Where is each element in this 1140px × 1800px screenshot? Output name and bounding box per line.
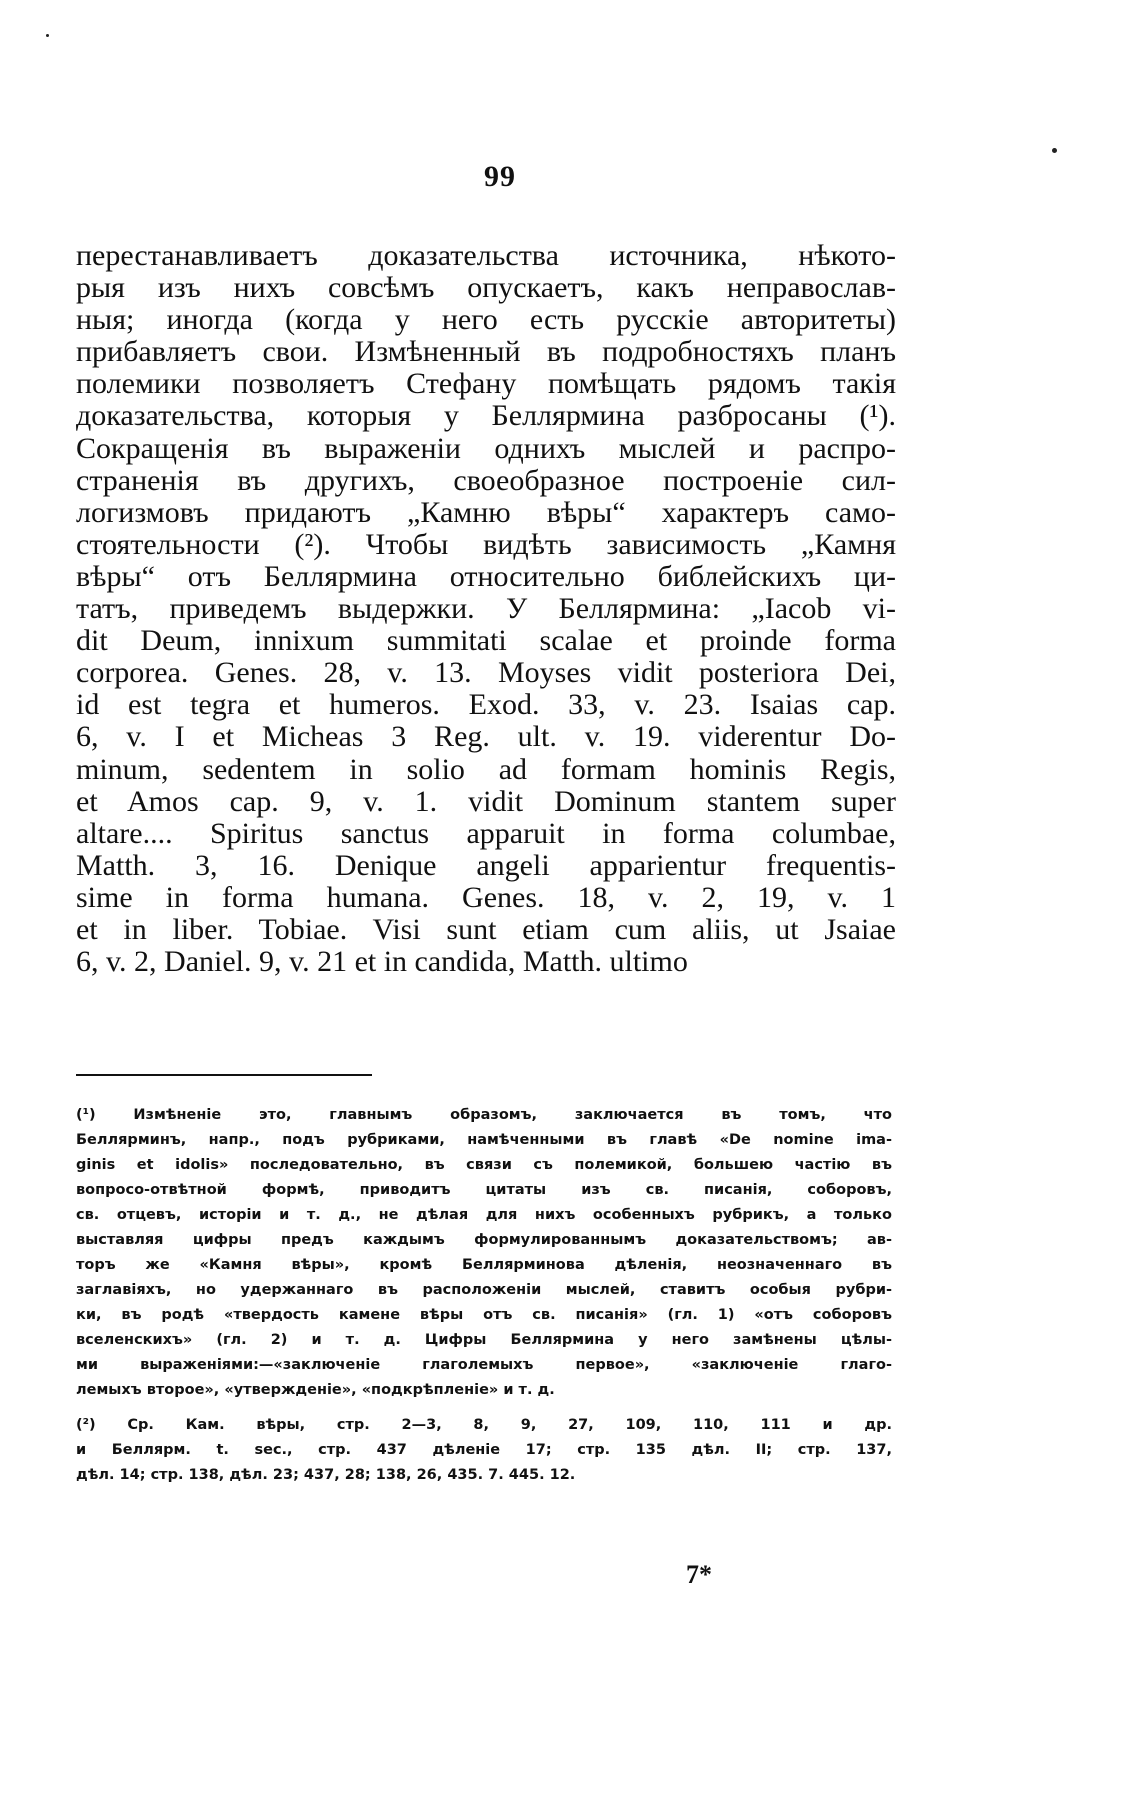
footnote-line: и Беллярм. t. sec., стр. 437 дѣленіе 17; стр. 135 дѣл. II; стр. 137, — [76, 1442, 892, 1458]
text-line: id est tegra et humeros. Exod. 33, v. 23. Isaias cap. — [76, 688, 896, 722]
footnote-divider — [76, 1074, 372, 1076]
footnote-line: Беллярминъ, напр., подъ рубриками, намѣченными въ главѣ «De nomine ima- — [76, 1132, 892, 1148]
scan-speck — [1052, 148, 1057, 153]
signature-mark: 7* — [686, 1560, 712, 1589]
main-text — [76, 240, 896, 978]
text-line: et in liber. Tobiae. Visi sunt etiam cum aliis, ut Jsaiae — [76, 912, 896, 946]
footnote-line: ми выраженіями:—«заключеніе глаголемыхъ первое», «заключеніе глаго- — [76, 1357, 892, 1373]
text-line: логизмовъ придаютъ „Камню вѣры“ характеръ само- — [76, 495, 896, 529]
footnote-line: заглавіяхъ, но удержаннаго въ расположеніи мыслей, ставитъ особыя рубри- — [76, 1282, 892, 1298]
footnote-line: дѣл. 14; стр. 138, дѣл. 23; 437, 28; 138, 26, 435. 7. 445. 12. — [76, 1467, 576, 1483]
text-line: et Amos cap. 9, v. 1. vidit Dominum stantem super — [76, 784, 896, 818]
text-line: перестанавливаетъ доказательства источника, нѣкото- — [76, 239, 896, 272]
footnote-line: вселенскихъ» (гл. 2) и т. д. Цифры Беллярмина у него замѣнены цѣлы- — [76, 1332, 892, 1348]
text-line: ныя; иногда (когда у него есть русскіе авторитеты) — [76, 303, 896, 337]
text-line: вѣры“ отъ Беллярмина относительно библейскихъ ци- — [76, 559, 896, 593]
text-line: страненія въ другихъ, своеобразное построеніе сил- — [76, 463, 896, 497]
text-line: стоятельности (²). Чтобы видѣть зависимость „Камня — [76, 527, 896, 561]
text-line: altare.... Spiritus sanctus apparuit in forma columbae, — [76, 816, 896, 850]
text-line: corporea. Genes. 28, v. 13. Moyses vidit posteriora Dei, — [76, 656, 896, 690]
footnote-line: св. отцевъ, исторіи и т. д., не дѣлая для нихъ особенныхъ рубрикъ, а только — [76, 1207, 892, 1223]
page-number: 99 — [484, 160, 516, 193]
text-line: Сокращенія въ выраженіи однихъ мыслей и распро- — [76, 431, 896, 465]
footnote-2 — [76, 1413, 892, 1488]
footnote-line: вопросо-отвѣтной формѣ, приводитъ цитаты изъ св. писанія, соборовъ, — [76, 1182, 892, 1198]
text-line: sime in forma humana. Genes. 18, v. 2, 19, v. 1 — [76, 880, 896, 914]
footnote-line: лемыхъ второе», «утвержденіе», «подкрѣпленіе» и т. д. — [76, 1382, 555, 1398]
footnote-1 — [76, 1103, 892, 1403]
scan-speck — [46, 34, 49, 37]
text-line: 6, v. I et Micheas 3 Reg. ult. v. 19. viderentur Do- — [76, 720, 896, 754]
text-line: dit Deum, innixum summitati scalae et proinde forma — [76, 624, 896, 658]
text-line: прибавляетъ свои. Измѣненный въ подробностяхъ планъ — [76, 335, 896, 369]
text-line: рыя изъ нихъ совсѣмъ опускаетъ, какъ неправослав- — [76, 271, 896, 305]
footnote-line: (²) Ср. Кам. вѣры, стр. 2—3, 8, 9, 27, 109, 110, 111 и др. — [76, 1417, 892, 1433]
text-line: татъ, приведемъ выдержки. У Беллярмина: „Iacob vi- — [76, 592, 896, 626]
footnote-line: выставляя цифры предъ каждымъ формулированнымъ доказательствомъ; ав- — [76, 1232, 892, 1248]
footnote-line: ки, въ родѣ «твердость камене вѣры отъ св. писанія» (гл. 1) «отъ соборовъ — [76, 1307, 892, 1323]
footnote-line: торъ же «Камня вѣры», кромѣ Беллярминова дѣленія, неозначеннаго въ — [76, 1257, 892, 1273]
text-line: доказательства, которыя у Беллярмина разбросаны (¹). — [76, 399, 896, 433]
text-line: полемики позволяетъ Стефану помѣщать рядомъ такія — [76, 367, 896, 401]
text-line: Matth. 3, 16. Denique angeli apparientur frequentis- — [76, 848, 896, 882]
footnote-line: ginis et idolis» последовательно, въ связи съ полемикой, большею частію въ — [76, 1157, 892, 1173]
footnote-line: (¹) Измѣненіе это, главнымъ образомъ, заключается въ томъ, что — [76, 1107, 892, 1123]
text-line: 6, v. 2, Daniel. 9, v. 21 et in candida, Matth. ultimo — [76, 945, 688, 979]
text-line: minum, sedentem in solio ad formam hominis Regis, — [76, 752, 896, 786]
footnotes — [76, 1103, 892, 1488]
